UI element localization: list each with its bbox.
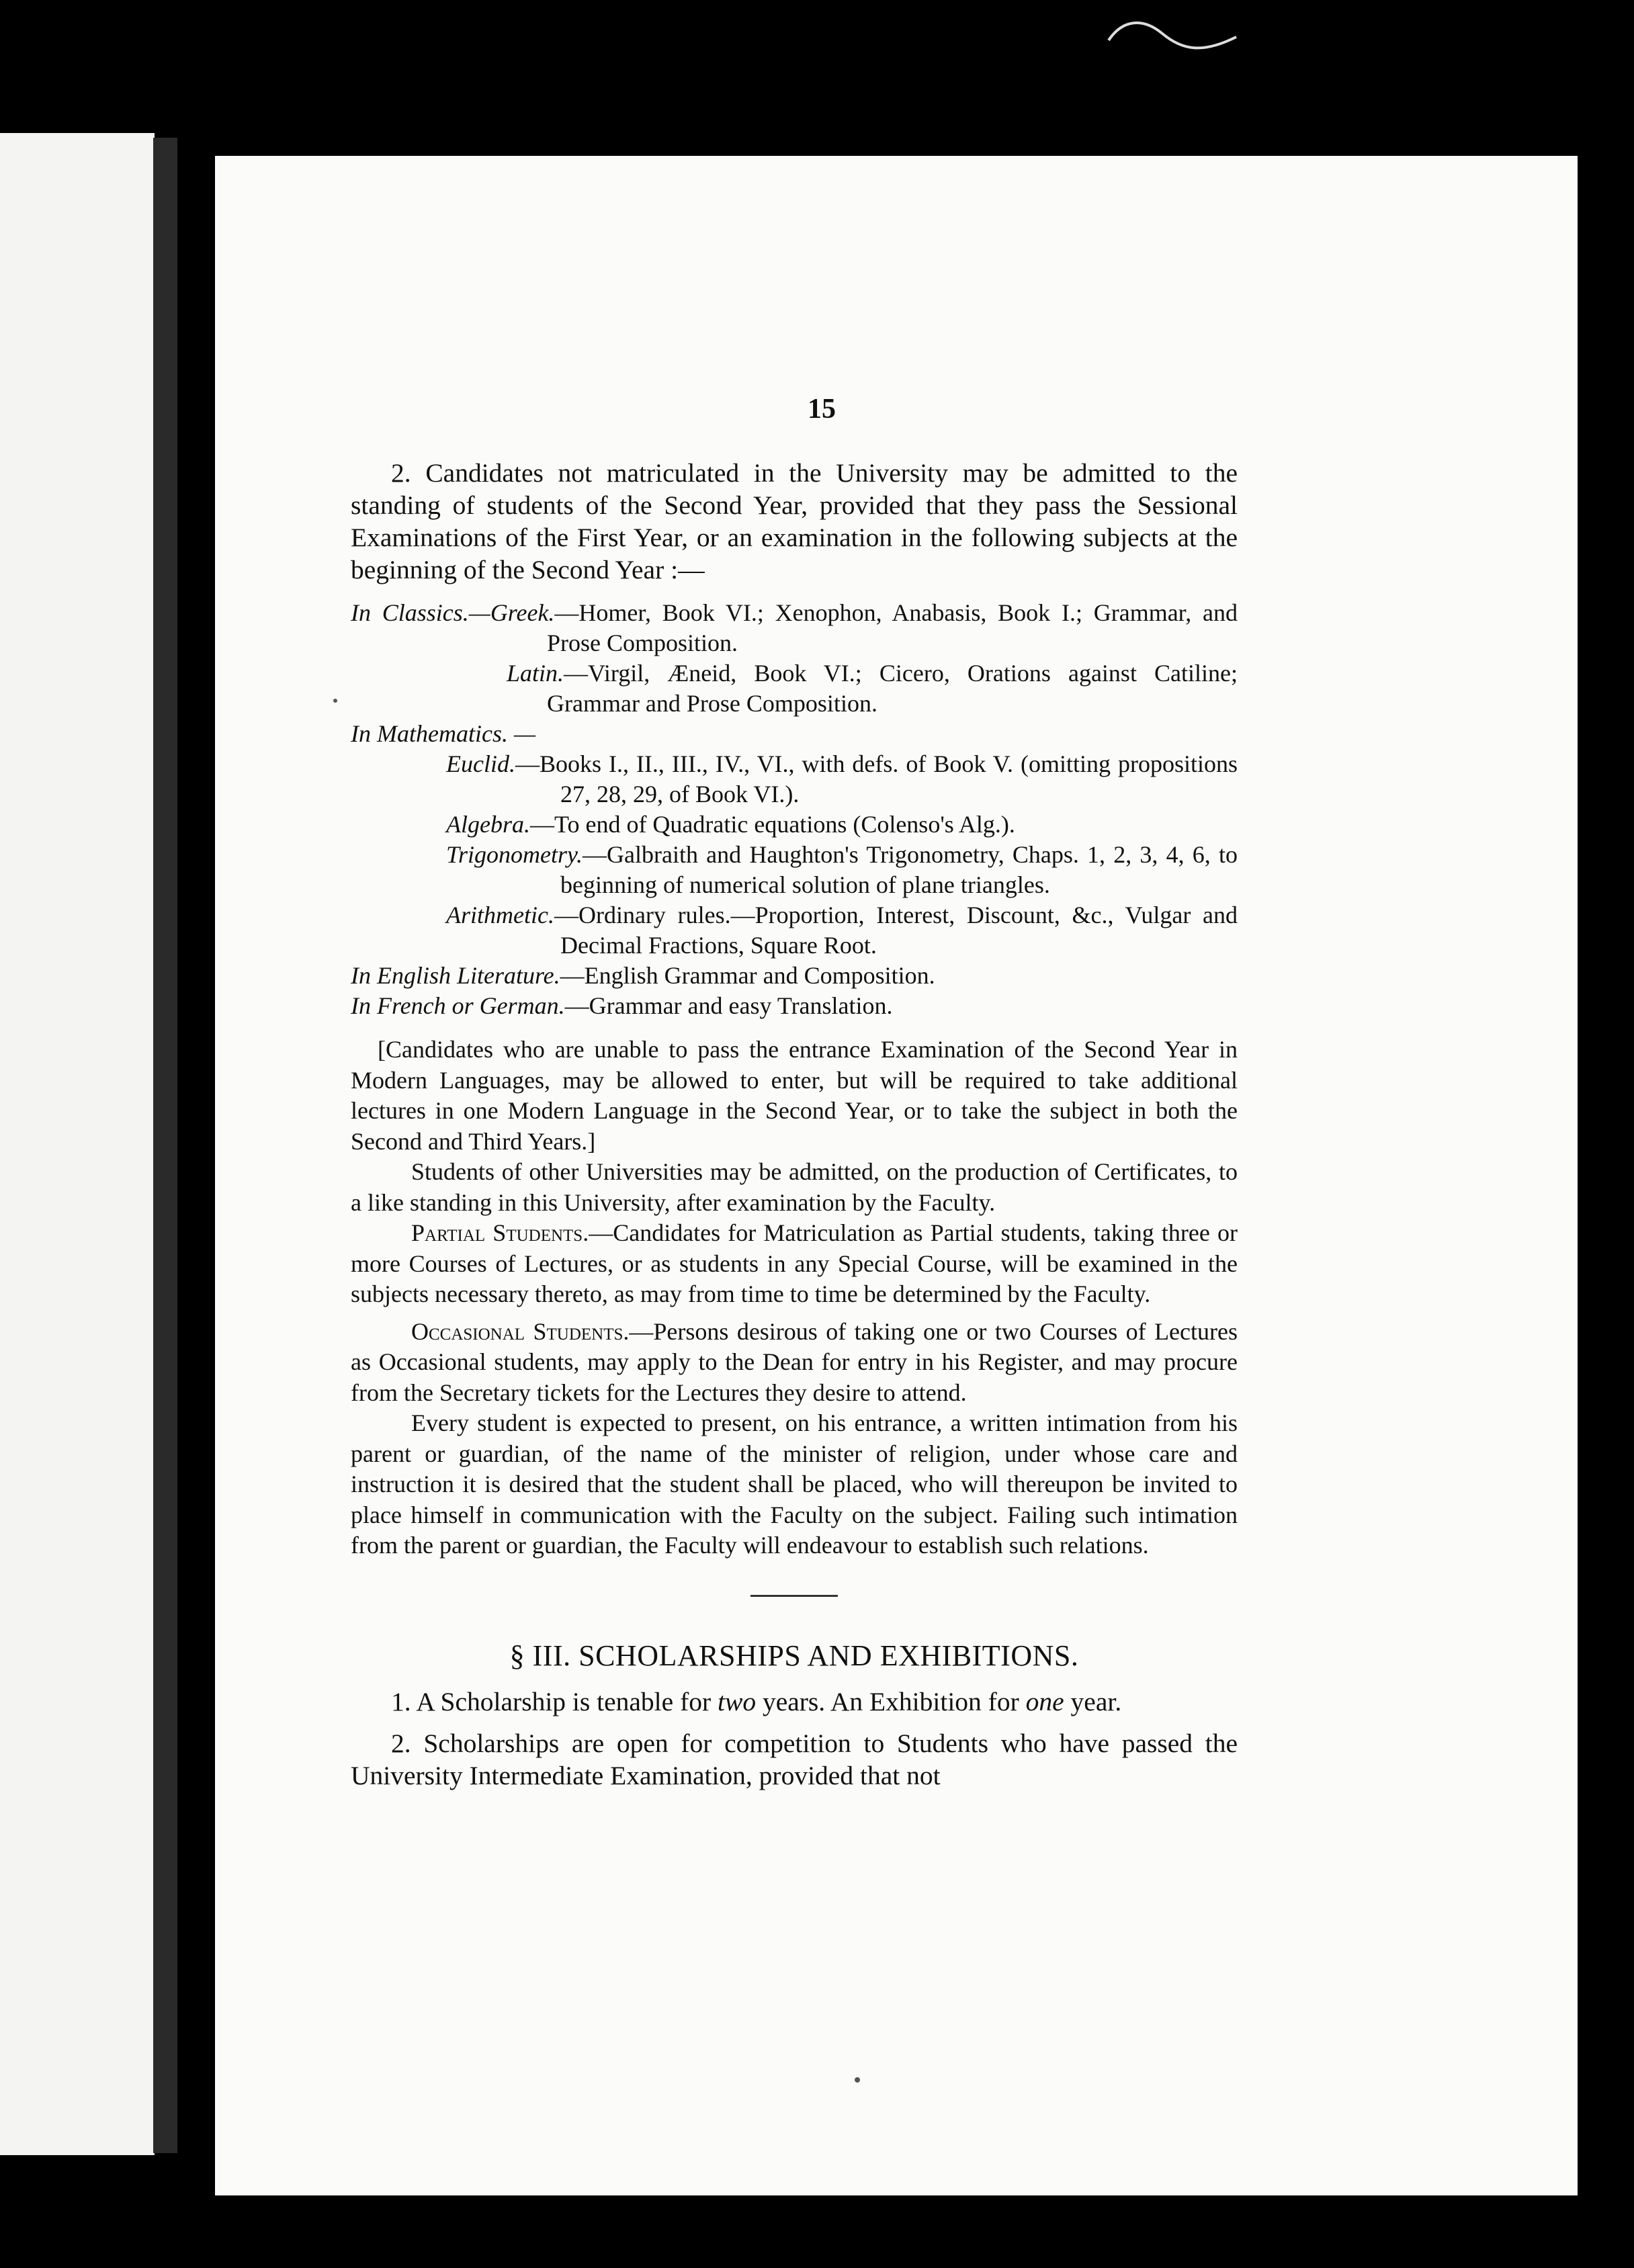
facing-page-edge [0,133,155,2155]
stray-dot [333,699,337,703]
occasional-students-label: Occasional Students. [411,1317,630,1345]
english-label: In English Literature. [351,962,560,989]
french-german-text: —Grammar and easy Translation. [564,992,893,1019]
algebra-label: Algebra. [446,811,530,838]
partial-students-text: —Candidates for Matriculation as Partial students, taking three or more Courses of Lectures, or as students in any Special Course, will be examined in the subjects necessary thereto, as may from time to time be determined by the Faculty. [351,1219,1238,1307]
section-items [351,1686,1238,1792]
modern-languages-note: [Candidates who are unable to pass the entrance Examination of the Second Year in Modern Languages, may be allowed to enter, but will be required to take additional lectures in one Modern Language in the Second Year, or to take the subject in both the Second and Third Years.] [351,1036,1238,1155]
page-number: 15 [808,394,836,425]
algebra-text: —To end of Quadratic equations (Colenso's Alg.). [529,811,1015,838]
latin-text: —Virgil, Æneid, Book VI.; Cicero, Orations against Catiline; Grammar and Prose Composition. [547,660,1238,717]
greek-text: —Homer, Book VI.; Xenophon, Anabasis, Book I.; Grammar, and Prose Composition. [547,599,1238,656]
scholarship-item-2: 2. Scholarships are open for competition to Students who have passed the University Intermediate Examination, provided that not [351,1728,1238,1790]
greek-label: Greek. [490,599,555,626]
euclid-text: —Books I., II., III., IV., VI., with defs. of Book V. (omitting propositions 27, 28, 29, of Book VI.). [515,750,1238,808]
algebra-entry [351,810,1238,840]
partial-students-label: Partial Students. [411,1219,589,1246]
mathematics-heading: In Mathematics. — [351,720,535,747]
french-german-entry [351,991,1238,1021]
classics-greek-entry: In Classics.—Greek.—Homer, Book VI.; Xenophon, Anabasis, Book I.; Grammar, and Prose Composition. [351,599,1238,656]
mathematics-heading-row [351,719,1238,749]
arithmetic-text: —Ordinary rules.—Proportion, Interest, Discount, &c., Vulgar and Decimal Fractions, Square Root. [554,902,1238,959]
english-entry [351,961,1238,991]
section-divider [750,1595,838,1597]
subjects-list [351,598,1238,1021]
partial-students-note [351,1218,1238,1310]
book-gutter [153,138,177,2153]
latin-label: Latin. [507,660,564,687]
latin-entry [351,658,1238,719]
notes [351,1035,1238,1561]
trigonometry-label: Trigonometry. [446,841,583,868]
arithmetic-entry [351,900,1238,961]
admission-paragraph: 2. Candidates not matriculated in the University may be admitted to the standing of students of the Second Year, provided that they pass the Sessional Examinations of the First Year, or an examination in the following subjects at the beginning of the Second Year :— [351,458,1238,584]
euclid-entry [351,749,1238,810]
stray-dot [855,2077,860,2083]
classics-heading: In Classics. [351,599,469,626]
french-german-label: In French or German. [351,992,565,1019]
other-universities-note: Students of other Universities may be admitted, on the production of Certificates, to a like standing in this University, after examination by the Faculty. [351,1158,1238,1216]
euclid-label: Euclid. [446,750,515,777]
religion-note: Every student is expected to present, on his entrance, a written intimation from his parent or guardian, of the name of the minister of religion, under whose care and instruction it is desired that the student shall be placed, who will thereupon be invited to place himself in communication with the Faculty on the subject. Failing such intimation from the parent or guardian, the Faculty will endeavour to establish such relations. [351,1409,1238,1559]
occasional-students-text: —Persons desirous of taking one or two Courses of Lectures as Occasional students, may apply to the Dean for entry in his Register, and may procure from the Secretary tickets for the Lectures they desire to attend. [351,1317,1238,1406]
trigonometry-entry [351,840,1238,900]
trigonometry-text: —Galbraith and Haughton's Trigonometry, Chaps. 1, 2, 3, 4, 6, to beginning of numerical solution of plane triangles. [560,841,1238,898]
arithmetic-label: Arithmetic. [446,902,554,928]
occasional-students-note [351,1317,1238,1409]
pencil-mark [1102,13,1243,60]
scholarship-item-1: 1. A Scholarship is tenable for two years. An Exhibition for one year. [391,1686,1122,1716]
section-heading: § III. SCHOLARSHIPS AND EXHIBITIONS. [509,1639,1079,1672]
english-text: —English Grammar and Composition. [560,962,935,989]
page-text [351,457,1238,1792]
